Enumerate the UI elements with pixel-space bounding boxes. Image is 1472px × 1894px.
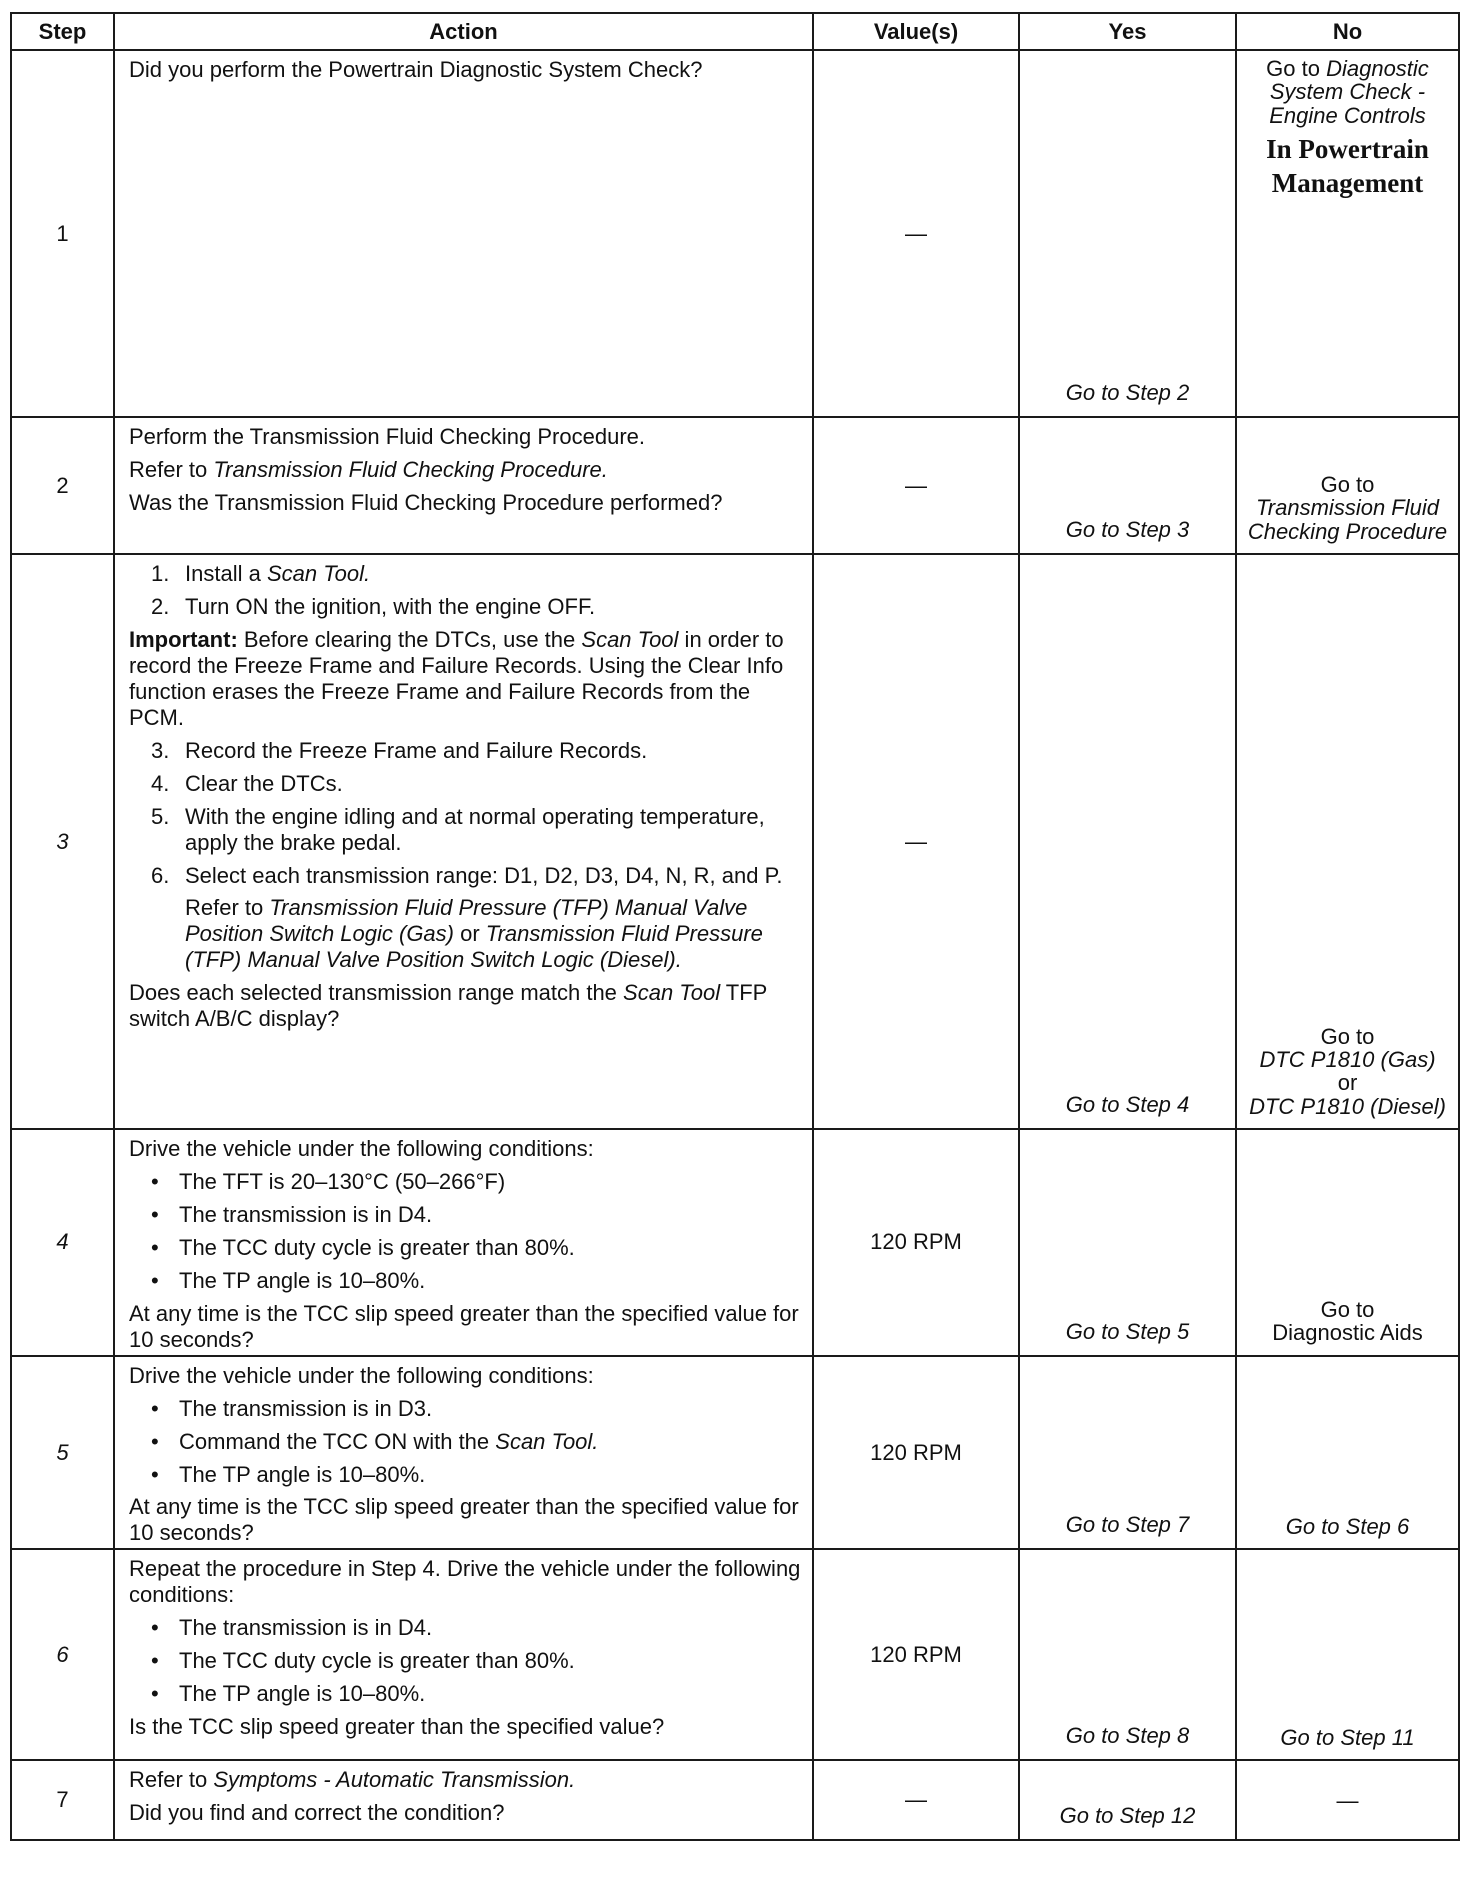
scan-tool-link[interactable]: Scan Tool: [623, 980, 721, 1006]
table-row-step-1: [11, 50, 1459, 417]
action-reference: [129, 1767, 804, 1793]
table-row-step-5: [11, 1356, 1459, 1550]
condition-text: The TFT is 20–130°C (50–266°F): [179, 1168, 506, 1194]
condition-list: [129, 1396, 804, 1488]
condition-text: The transmission is in D4.: [179, 1615, 433, 1641]
scan-tool-link[interactable]: Scan Tool.: [495, 1428, 599, 1454]
list-item: [129, 561, 804, 587]
action-question: At any time is the TCC slip speed greater than the specified value for 10 seconds?: [129, 1300, 799, 1352]
step-text: Clear the DTCs.: [185, 770, 343, 796]
scan-tool-link[interactable]: Scan Tool.: [266, 561, 371, 586]
ref-prefix: Refer to: [185, 895, 270, 921]
important-text: in order to record the Freeze Frame and Failure Records. Using the Clear Info function erases the Freeze Frame and Failure Records from the PCM.: [129, 626, 784, 730]
table-row-step-3: [11, 554, 1459, 1129]
condition-text: The TCC duty cycle is greater than 80%.: [179, 1234, 575, 1260]
yes-link[interactable]: Go to Step 3: [1019, 417, 1236, 554]
header-yes: Yes: [1019, 13, 1236, 50]
action-cell: [114, 50, 813, 417]
list-item: [129, 1429, 804, 1455]
condition-text: The TP angle is 10–80%.: [179, 1461, 426, 1487]
action-cell: [114, 1129, 813, 1356]
ref-prefix: Refer to: [129, 456, 214, 482]
condition-text: The transmission is in D3.: [179, 1395, 433, 1421]
bullet-icon: •: [151, 1168, 159, 1194]
bullet-icon: •: [151, 1648, 159, 1674]
step-number: 6: [11, 1549, 114, 1760]
bullet-icon: •: [151, 1201, 159, 1227]
question-text: Does each selected transmission range match the: [129, 980, 624, 1006]
table-row-step-6: [11, 1549, 1459, 1760]
step-number: 7: [11, 1760, 114, 1840]
table-row-step-4: [11, 1129, 1459, 1356]
step-text: Record the Freeze Frame and Failure Records.: [185, 737, 648, 763]
diagnostic-table: [10, 12, 1460, 1841]
yes-link[interactable]: Go to Step 4: [1019, 554, 1236, 1129]
step-text: Select each transmission range: D1, D2, D3, D4, N, R, and P.: [185, 862, 783, 888]
value-cell: 120 RPM: [813, 1549, 1019, 1760]
action-question: Did you perform the Powertrain Diagnostic System Check?: [129, 57, 703, 82]
bullet-icon: •: [151, 1234, 159, 1260]
list-item: [129, 1169, 804, 1195]
action-cell: [114, 1356, 813, 1550]
header-action: Action: [114, 13, 813, 50]
diagnostic-aids-link[interactable]: Diagnostic Aids: [1272, 1320, 1423, 1346]
value-cell: —: [813, 50, 1019, 417]
no-link[interactable]: Go to Step 6: [1236, 1356, 1459, 1550]
numbered-steps: [129, 561, 804, 620]
tfp-diesel-link[interactable]: Transmission Fluid Pressure (TFP) Manual Valve Position Switch Logic (Diesel).: [185, 921, 763, 973]
step-text: Install a: [185, 561, 267, 586]
action-cell: [114, 554, 813, 1129]
bullet-icon: •: [151, 1395, 159, 1421]
action-cell: [114, 1760, 813, 1840]
list-item: [129, 1396, 804, 1422]
table-row-step-7: [11, 1760, 1459, 1840]
condition-list: [129, 1169, 804, 1294]
step-number: 3: [11, 554, 114, 1129]
step-num: 6.: [151, 862, 170, 888]
list-item: [129, 771, 804, 797]
ref-or: or: [454, 921, 486, 947]
condition-text: The TP angle is 10–80%.: [179, 1267, 426, 1293]
important-label: Important:: [129, 626, 238, 652]
step-num: 4.: [151, 770, 170, 796]
step-text: With the engine idling and at normal operating temperature, apply the brake pedal.: [185, 803, 765, 855]
list-item: [129, 738, 804, 764]
value-cell: —: [813, 1760, 1019, 1840]
no-cell: [1236, 554, 1459, 1129]
no-cell[interactable]: [1236, 1129, 1459, 1356]
no-link[interactable]: Go to Step 11: [1236, 1549, 1459, 1760]
list-item: [129, 1462, 804, 1488]
step-num: 2.: [151, 593, 170, 619]
list-item: [129, 863, 804, 889]
step-num: 3.: [151, 737, 170, 763]
important-note: [129, 627, 804, 731]
step-num: 5.: [151, 803, 170, 829]
action-question: Was the Transmission Fluid Checking Procedure performed?: [129, 489, 723, 515]
bullet-icon: •: [151, 1267, 159, 1293]
value-cell: —: [813, 417, 1019, 554]
yes-link[interactable]: Go to Step 8: [1019, 1549, 1236, 1760]
no-cell: [1236, 417, 1459, 554]
numbered-steps: [129, 738, 804, 889]
action-question: [129, 980, 804, 1032]
value-cell: 120 RPM: [813, 1129, 1019, 1356]
no-prefix: Go to: [1320, 1297, 1375, 1323]
action-intro: Drive the vehicle under the following conditions:: [129, 1362, 594, 1388]
step-number: 1: [11, 50, 114, 417]
no-cell: —: [1236, 1760, 1459, 1840]
no-link[interactable]: Transmission Fluid Checking Procedure: [1247, 495, 1448, 544]
list-item: [129, 1235, 804, 1261]
yes-link[interactable]: Go to Step 7: [1019, 1356, 1236, 1550]
action-cell: [114, 1549, 813, 1760]
condition-text: The TP angle is 10–80%.: [179, 1681, 426, 1707]
list-item: [129, 594, 804, 620]
condition-text: Command the TCC ON with the: [179, 1428, 496, 1454]
table-row-step-2: [11, 417, 1459, 554]
bullet-icon: •: [151, 1681, 159, 1707]
no-cell: [1236, 50, 1459, 417]
list-item: [129, 804, 804, 856]
action-reference: [129, 457, 804, 483]
ref-link[interactable]: Transmission Fluid Checking Procedure.: [213, 456, 608, 482]
yes-link[interactable]: Go to Step 2: [1019, 50, 1236, 417]
condition-list: [129, 1615, 804, 1707]
bullet-icon: •: [151, 1615, 159, 1641]
tfp-reference: [129, 895, 804, 973]
no-prefix: Go to: [1320, 472, 1375, 498]
list-item: [129, 1268, 804, 1294]
condition-text: The transmission is in D4.: [179, 1201, 433, 1227]
yes-link[interactable]: Go to Step 5: [1019, 1129, 1236, 1356]
action-cell: [114, 417, 813, 554]
tfp-gas-link[interactable]: Transmission Fluid Pressure (TFP) Manual Valve Position Switch Logic (Gas): [185, 895, 748, 947]
value-cell: —: [813, 554, 1019, 1129]
action-intro: Drive the vehicle under the following conditions:: [129, 1136, 594, 1161]
step-number: 5: [11, 1356, 114, 1550]
header-no: No: [1236, 13, 1459, 50]
handwritten-note: In Powertrain Management: [1266, 133, 1429, 198]
list-item: [129, 1202, 804, 1228]
no-prefix: Go to: [1320, 1023, 1375, 1049]
action-intro: Repeat the procedure in Step 4. Drive the vehicle under the following conditions:: [129, 1556, 801, 1608]
symptoms-link[interactable]: Symptoms - Automatic Transmission.: [213, 1767, 576, 1793]
step-number: 4: [11, 1129, 114, 1356]
action-question: At any time is the TCC slip speed greater than the specified value for 10 seconds?: [129, 1494, 799, 1546]
yes-link[interactable]: Go to Step 12: [1019, 1760, 1236, 1840]
no-link[interactable]: Diagnostic System Check - Engine Controls: [1269, 56, 1429, 128]
list-item: [129, 1681, 804, 1707]
ref-prefix: Refer to: [129, 1767, 214, 1793]
header-step: Step: [11, 13, 114, 50]
step-text: Turn ON the ignition, with the engine OFF.: [185, 593, 596, 619]
question-text: TFP switch A/B/C display?: [129, 980, 767, 1032]
dtc-gas-link[interactable]: DTC P1810 (Gas): [1259, 1047, 1436, 1073]
no-prefix: Go to: [1266, 56, 1327, 81]
header-row: [11, 13, 1459, 50]
no-or: or: [1337, 1070, 1358, 1096]
action-question: Did you find and correct the condition?: [129, 1800, 505, 1826]
bullet-icon: •: [151, 1428, 159, 1454]
action-question: Is the TCC slip speed greater than the specified value?: [129, 1714, 665, 1740]
scan-tool-link[interactable]: Scan Tool: [581, 626, 679, 652]
step-number: 2: [11, 417, 114, 554]
list-item: [129, 1615, 804, 1641]
value-cell: 120 RPM: [813, 1356, 1019, 1550]
important-text: Before clearing the DTCs, use the: [237, 626, 582, 652]
action-instruction: Perform the Transmission Fluid Checking Procedure.: [129, 424, 645, 449]
list-item: [129, 1648, 804, 1674]
header-values: Value(s): [813, 13, 1019, 50]
step-num: 1.: [151, 561, 170, 586]
dtc-diesel-link[interactable]: DTC P1810 (Diesel): [1249, 1093, 1446, 1119]
bullet-icon: •: [151, 1461, 159, 1487]
condition-text: The TCC duty cycle is greater than 80%.: [179, 1648, 575, 1674]
